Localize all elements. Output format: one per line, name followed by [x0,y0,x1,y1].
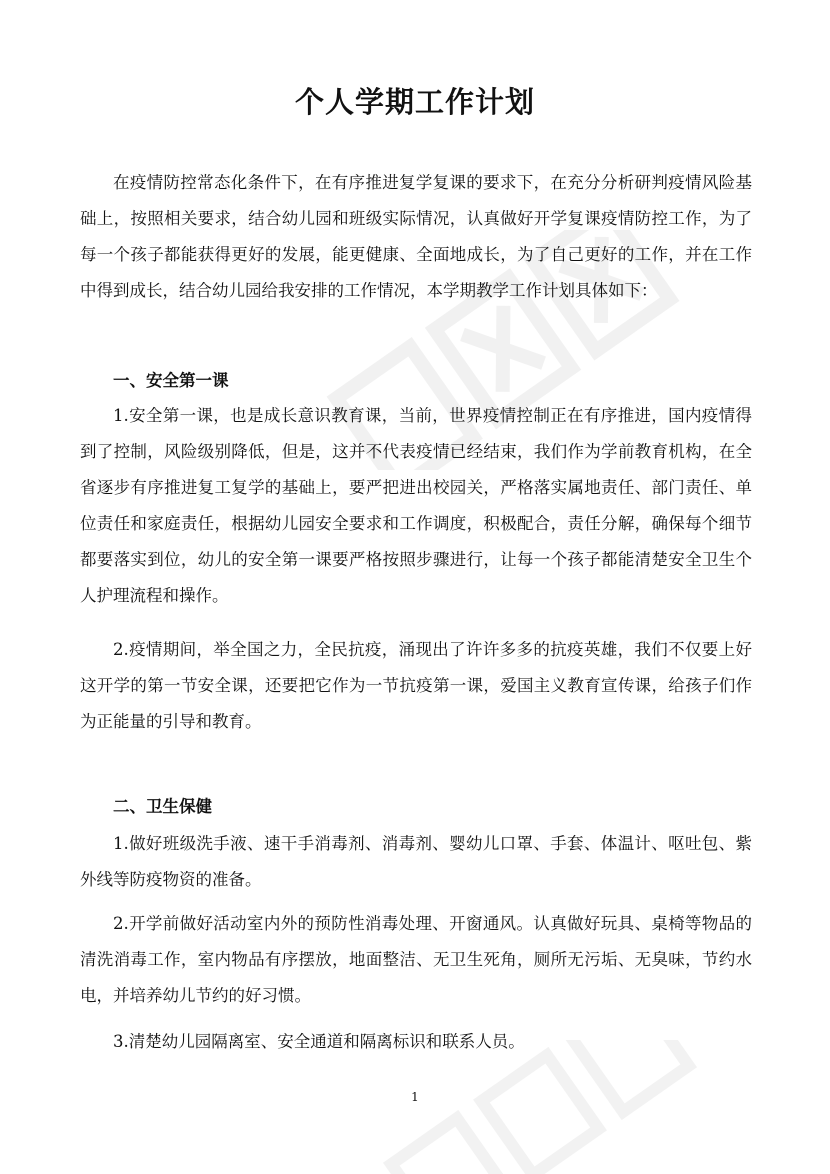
page-number: 1 [411,1090,419,1104]
intro-paragraph: 在疫情防控常态化条件下，在有序推进复学复课的要求下，在充分分析研判疫情风险基础上，按照相关要求，结合幼儿园和班级实际情况，认真做好开学复课疫情防控工作，为了每一个孩子都能获得更好的发展，能更健康、全面地成长，为了自己更好的工作，并在工作中得到成长，结合幼儿园给我安排的工作情况，本学期教学工作计划具体如下： [80,173,752,300]
section-heading-hygiene: 二、卫生保健 [113,797,212,816]
section-heading-safety: 一、安全第一课 [113,371,229,390]
page-title: 个人学期工作计划 [294,85,535,119]
hygiene-paragraph-3: 3.清楚幼儿园隔离室、安全通道和隔离标识和联系人员。 [113,1032,525,1051]
safety-paragraph-1: 1.安全第一课，也是成长意识教育课，当前，世界疫情控制正在有序推进，国内疫情得到了控制，风险级别降低，但是，这并不代表疫情已经结束，我们作为学前教育机构，在全省逐步有序推进复工复学的基础上，要严把进出校园关，严格落实属地责任、部门责任、单位责任和家庭责任，根据幼儿园安全要求和工作调度，积极配合，责任分解，确保每个细节都要落实到位，幼儿的安全第一课要严格按照步骤进行，让每一个孩子都能清楚安全卫生个人护理流程和操作。 [80,406,752,605]
watermark-logo-icon-bottom [360,1040,720,1174]
hygiene-paragraph-1: 1.做好班级洗手液、速干手消毒剂、消毒剂、婴幼儿口罩、手套、体温计、呕吐包、紫外线等防疫物资的准备。 [80,834,752,889]
safety-paragraph-2: 2.疫情期间，举全国之力，全民抗疫，涌现出了许许多多的抗疫英雄，我们不仅要上好这开学的第一节安全课，还要把它作为一节抗疫第一课，爱国主义教育宣传课，给孩子们作为正能量的引导和教育。 [80,640,752,731]
hygiene-paragraph-2: 2.开学前做好活动室内外的预防性消毒处理、开窗通风。认真做好玩具、桌椅等物品的清洗消毒工作，室内物品有序摆放，地面整洁、无卫生死角，厕所无污垢、无臭味，节约水电，并培养幼儿节约的好习惯。 [80,914,752,1005]
